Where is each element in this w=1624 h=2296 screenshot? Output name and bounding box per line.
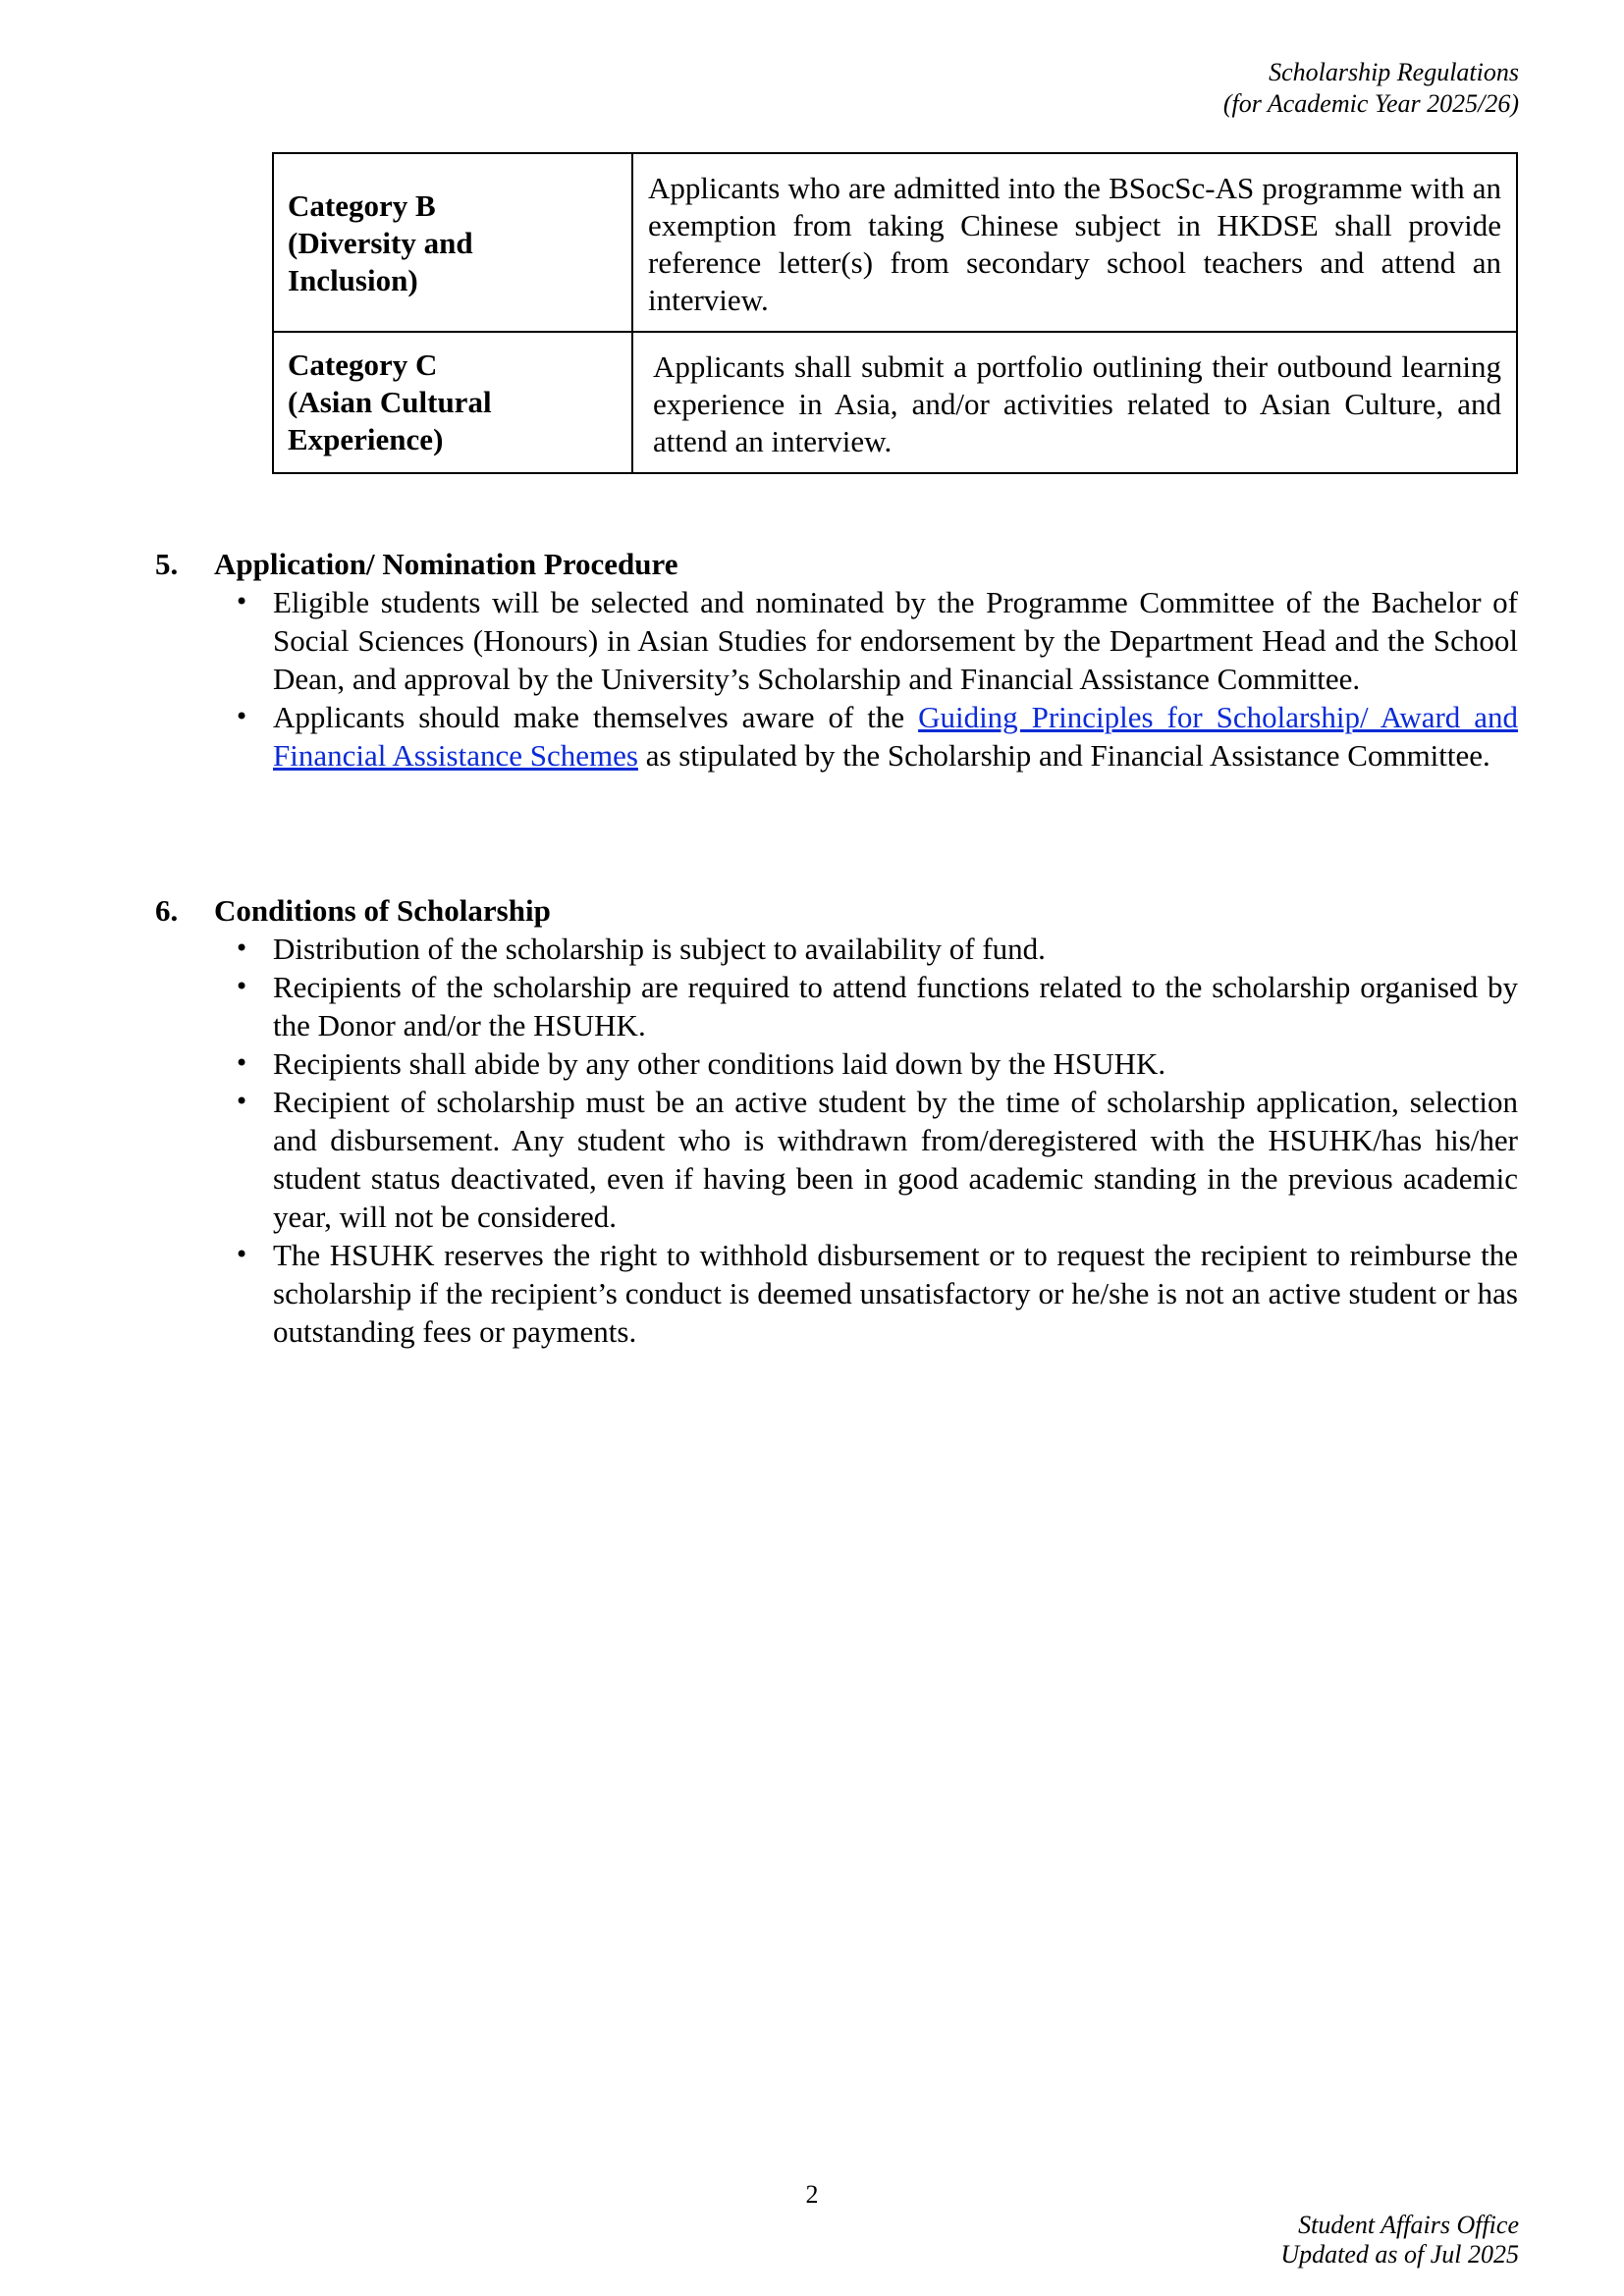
table-row [273,332,1517,473]
list-item: • Recipients shall abide by any other conditions laid down by the HSUHK. [273,1044,1518,1083]
bullet-list [155,930,1518,1351]
list-item-text: as stipulated by the Scholarship and Financial Assistance Committee. [637,738,1490,773]
guiding-principles-link[interactable]: Guiding Principles for Scholarship/ Award and Financial Assistance Schemes [273,700,1518,773]
footer-updated-date: Updated as of Jul 2025 [1280,2240,1519,2269]
category-label: Category B [288,188,436,223]
category-description: Applicants shall submit a portfolio outlining their outbound learning experience in Asia, and/or activities related to Asian Culture, and attend an interview. [632,332,1517,473]
list-item-text: Applicants should make themselves aware of the [273,700,919,734]
page-footer [1280,2211,1519,2269]
category-label: Category C [288,347,438,382]
section-conditions [155,891,1518,1351]
category-cell [273,153,632,332]
bullet-list [155,583,1518,774]
section-application-procedure [155,545,1518,774]
category-label: Experience) [288,422,444,456]
section-title: Conditions of Scholarship [214,893,551,928]
list-item [273,698,1518,774]
list-item: • The HSUHK reserves the right to withhold disbursement or to request the recipient to reimburse the scholarship if the recipient’s conduct is deemed unsatisfactory or he/she is not an active student or has outstanding fees or payments. [273,1236,1518,1351]
section-heading [155,545,1518,583]
page-number: 2 [805,2180,819,2209]
table-row [273,153,1517,332]
section-number: 5. [155,547,179,581]
category-label: (Asian Cultural [288,385,492,419]
section-heading [155,891,1518,930]
category-label: (Diversity and [288,226,473,260]
list-item: • Distribution of the scholarship is subject to availability of fund. [273,930,1518,968]
category-description: Applicants who are admitted into the BSocSc-AS programme with an exemption from taking Chinese subject in HKDSE shall provide reference letter(s) from secondary school teachers and attend an interview. [632,153,1517,332]
header-document-title: Scholarship Regulations [1269,58,1519,86]
section-title: Application/ Nomination Procedure [214,547,678,581]
category-cell [273,332,632,473]
header-academic-year: (for Academic Year 2025/26) [1222,89,1519,118]
list-item: • Recipient of scholarship must be an active student by the time of scholarship application, selection and disbursement. Any student who is withdrawn from/deregistered with the HSUHK/has his/her student status deactivated, even if having been in good academic standing in the previous academic year, will not be considered. [273,1083,1518,1236]
footer-office: Student Affairs Office [1298,2211,1519,2239]
category-table [272,152,1518,474]
list-item: • Eligible students will be selected and nominated by the Programme Committee of the Bachelor of Social Sciences (Honours) in Asian Studies for endorsement by the Department Head and the School Dean, and approval by the University’s Scholarship and Financial Assistance Committee. [273,583,1518,698]
category-label: Inclusion) [288,263,418,297]
list-item: • Recipients of the scholarship are required to attend functions related to the scholarship organised by the Donor and/or the HSUHK. [273,968,1518,1044]
page-header [1223,57,1519,120]
section-number: 6. [155,893,179,928]
